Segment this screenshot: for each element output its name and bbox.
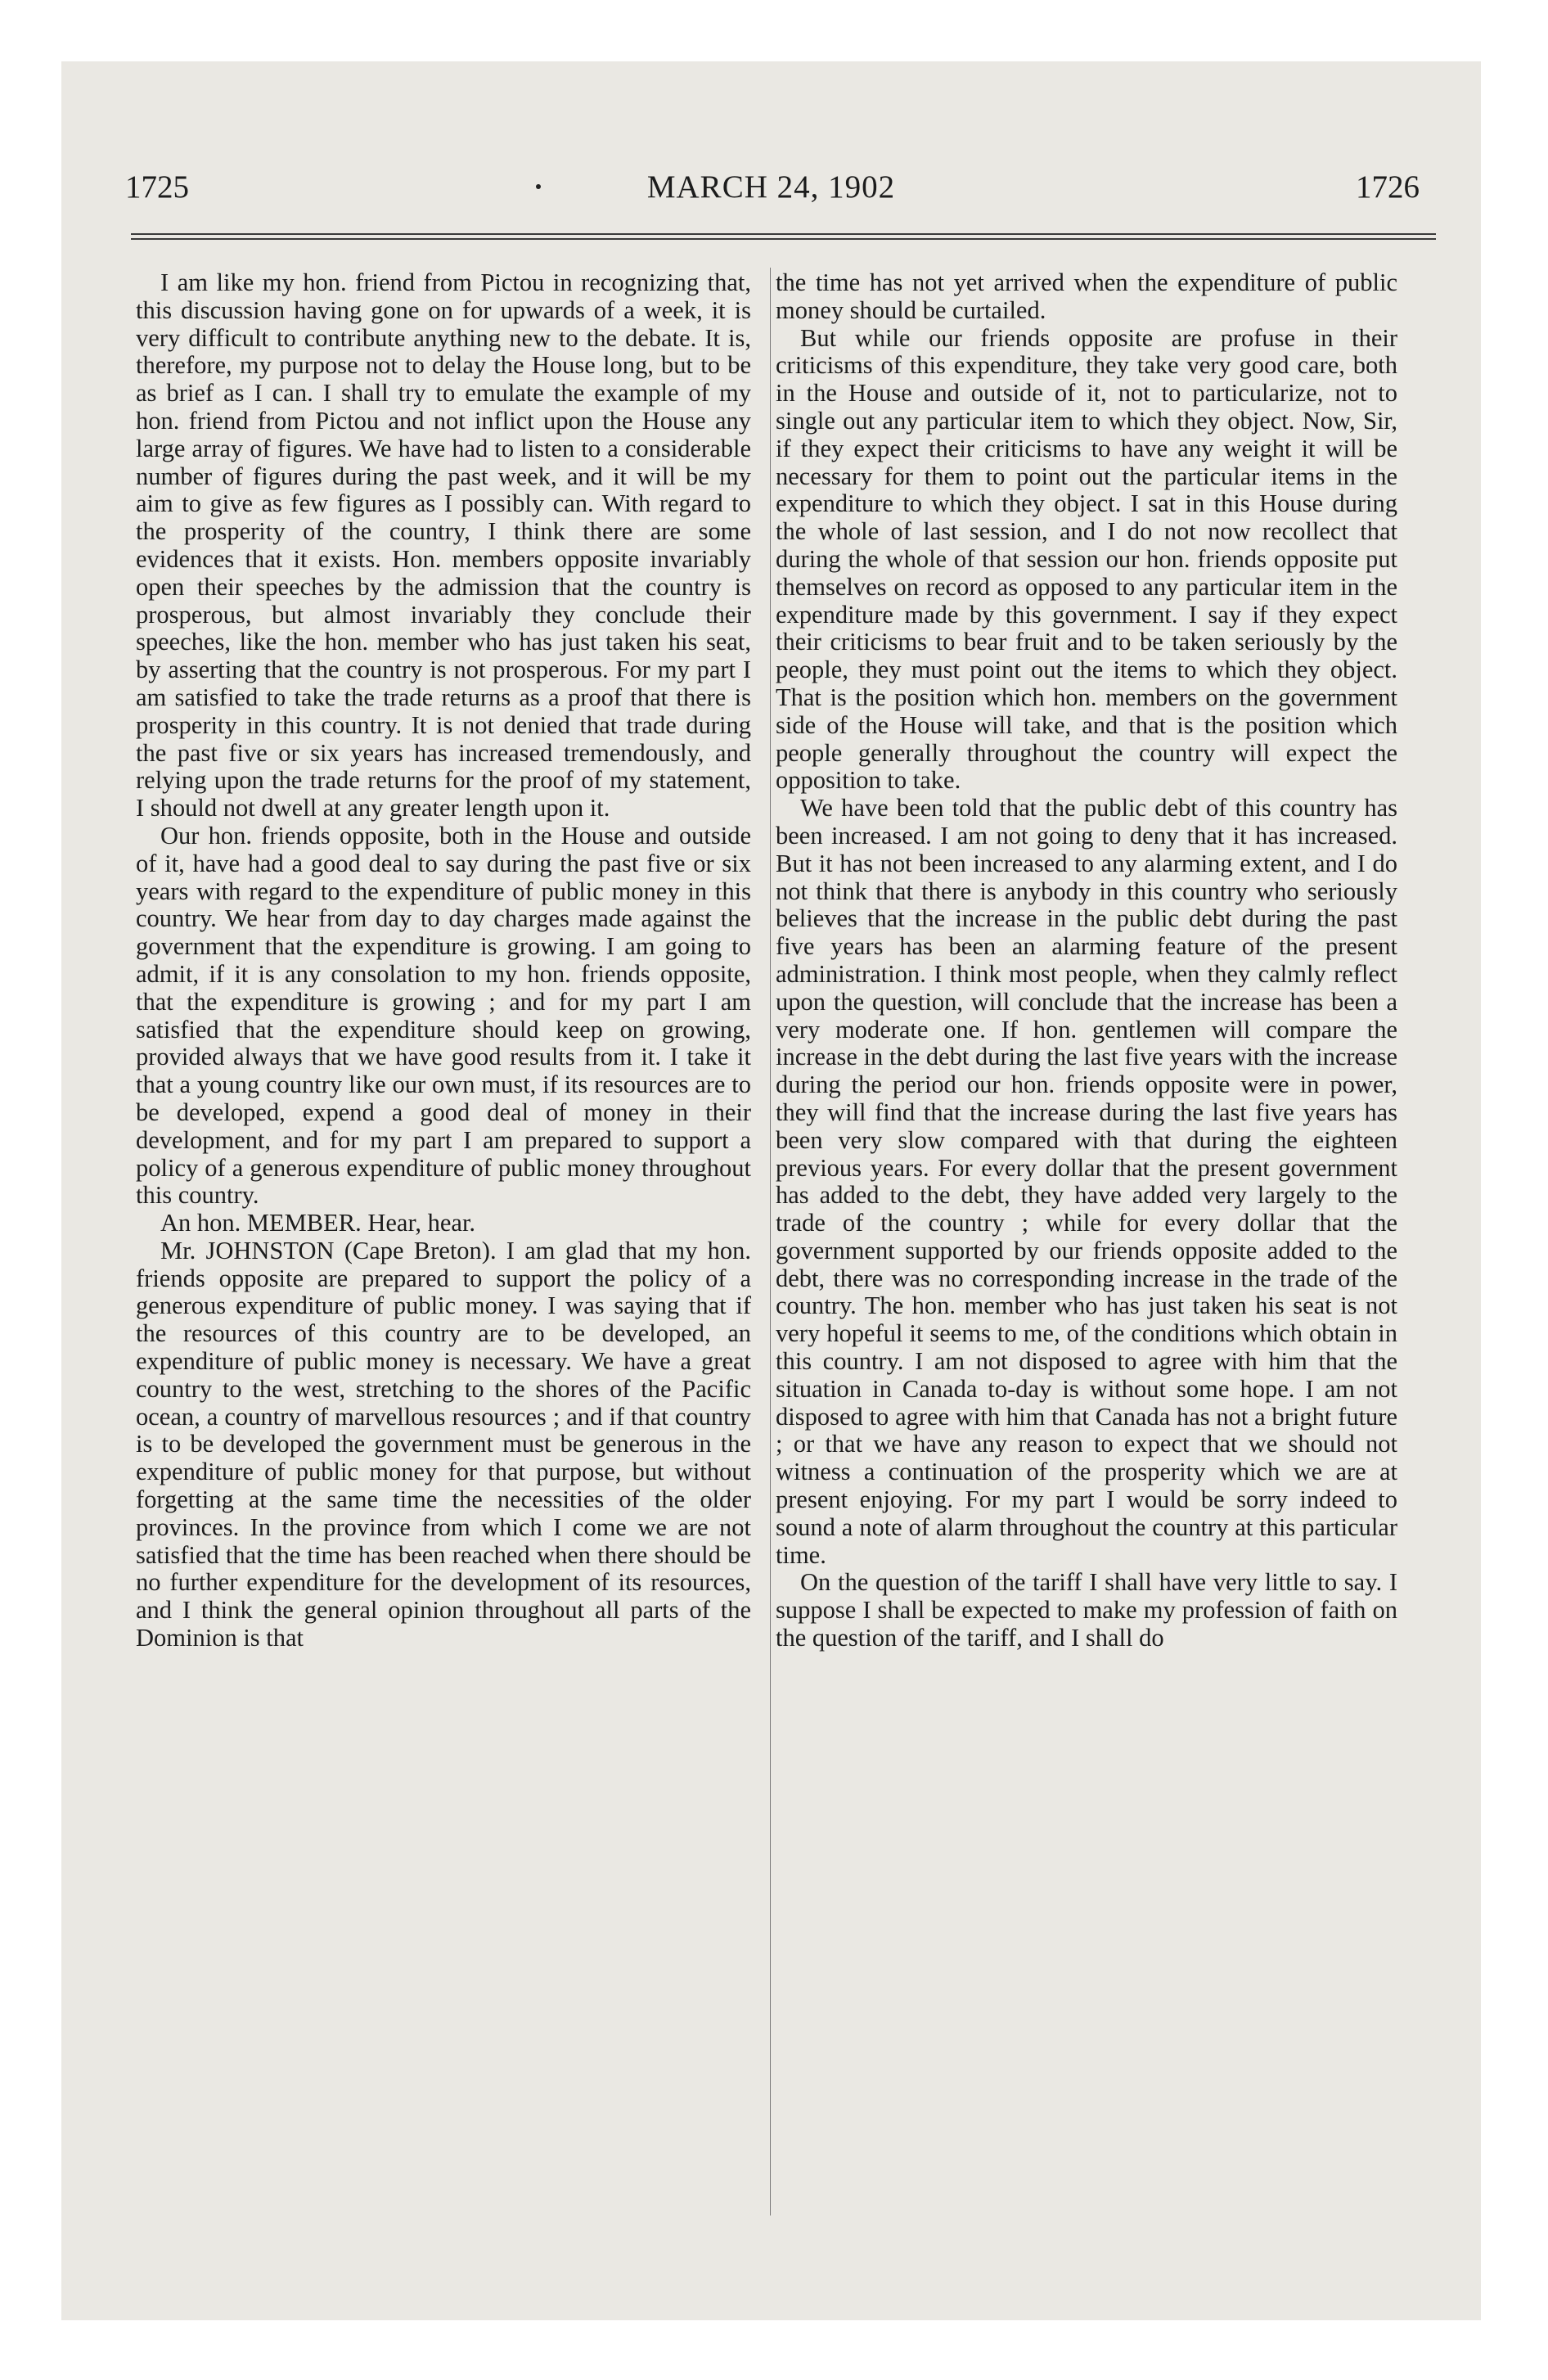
right-page-number: 1726 <box>1356 169 1420 205</box>
left-page-number: 1725 <box>125 169 189 205</box>
left-column <box>136 269 751 1652</box>
header-rule-bottom <box>131 238 1436 240</box>
paragraph: Mr. JOHNSTON (Cape Breton). I am glad that my hon. friends opposite are prepared to support the policy of a generous expenditure of public money. I was saying that if the resources of this country are to be developed, an expenditure of public money is necessary. We have a great country to the west, stretching to the shores of the Pacific ocean, a country of marvellous resources ; and if that country is to be developed the government must be generous in the expenditure of public money for that purpose, but without forgetting at the same time the necessities of the older provinces. In the province from which I come we are not satisfied that the time has been reached when there should be no further expenditure for the development of its resources, and I think the general opinion throughout all parts of the Dominion is that <box>136 1236 751 1652</box>
paragraph: An hon. MEMBER. Hear, hear. <box>160 1209 476 1237</box>
document-page <box>61 61 1481 2320</box>
right-column <box>776 269 1397 1652</box>
paragraph-continued: the time has not yet arrived when the expenditure of public money should be curtailed. <box>776 268 1397 324</box>
page-date-heading: MARCH 24, 1902 <box>646 169 896 205</box>
paragraph: I am like my hon. friend from Pictou in recognizing that, this discussion having gone on for upwards of a week, it is very difficult to contribute anything new to the debate. It is, therefore, my purpose not to delay the House long, but to be as brief as I can. I shall try to emulate the example of my hon. friend from Pictou and not inflict upon the House any large array of figures. We have had to listen to a considerable number of figures during the past week, and it will be my aim to give as few figures as I possibly can. With regard to the prosperity of the country, I think there are some evidences that it exists. Hon. members opposite invariably open their speeches by the admission that the country is prosperous, but almost invariably they conclude their speeches, like the hon. member who has just taken his seat, by asserting that the country is not prosperous. For my part I am satisfied to take the trade returns as a proof that there is prosperity in this country. It is not denied that trade during the past five or six years has increased tremendously, and relying upon the trade returns for the proof of my statement, I should not dwell at any greater length upon it. <box>136 268 751 823</box>
column-divider <box>770 268 771 2215</box>
paragraph: On the question of the tariff I shall have very little to say. I suppose I shall be expected to make my profession of faith on the question of the tariff, and I shall do <box>776 1568 1397 1652</box>
header-rule-top <box>131 233 1436 235</box>
paragraph: But while our friends opposite are profuse in their criticisms of this expenditure, they take very good care, both in the House and outside of it, not to particularize, not to single out any particular item to which they object. Now, Sir, if they expect their criticisms to have any weight it will be necessary for them to point out the particular items in the expenditure to which they object. I sat in this House during the whole of last session, and I do not now recollect that during the whole of that session our hon. friends opposite put themselves on record as opposed to any particular item in the expenditure made by this government. I say if they expect their criticisms to bear fruit and to be taken seriously by the people, they must point out the items to which they object. That is the position which hon. members on the government side of the House will take, and that is the position which people generally throughout the country will expect the opposition to take. <box>776 323 1397 795</box>
paragraph: Our hon. friends opposite, both in the House and outside of it, have had a good deal to say during the past five or six years with regard to the expenditure of public money in this country. We hear from day to day charges made against the government that the expenditure is growing. I am going to admit, if it is any consolation to my hon. friends opposite, that the expenditure is growing ; and for my part I am satisfied that the expenditure should keep on growing, provided always that we have good results from it. I take it that a young country like our own must, if its resources are to be developed, expend a good deal of money in their development, and for my part I am prepared to support a policy of a generous expenditure of public money throughout this country. <box>136 821 751 1210</box>
paragraph: We have been told that the public debt of this country has been increased. I am not going to deny that it has increased. But it has not been increased to any alarming extent, and I do not think that there is anybody in this country who seriously believes that the increase in the public debt during the past five years has been an alarming feature of the present administration. I think most people, when they calmly reflect upon the question, will conclude that the increase has been a very moderate one. If hon. gentlemen will compare the increase in the debt during the last five years with the increase during the period our hon. friends opposite were in power, they will find that the increase during the last five years has been very slow compared with that during the eighteen previous years. For every dollar that the present government has added to the debt, they have added very largely to the trade of the country ; while for every dollar that the government supported by our friends opposite added to the debt, there was no corresponding increase in the trade of the country. The hon. member who has just taken his seat is not very hopeful it seems to me, of the conditions which obtain in this country. I am not disposed to agree with him that the situation in Canada to-day is without some hope. I am not disposed to agree with him that Canada has not a bright future ; or that we have any reason to expect that we should not witness a continuation of the prosperity which we are at present enjoying. For my part I would be sorry indeed to sound a note of alarm throughout the country at this particular time. <box>776 794 1397 1569</box>
